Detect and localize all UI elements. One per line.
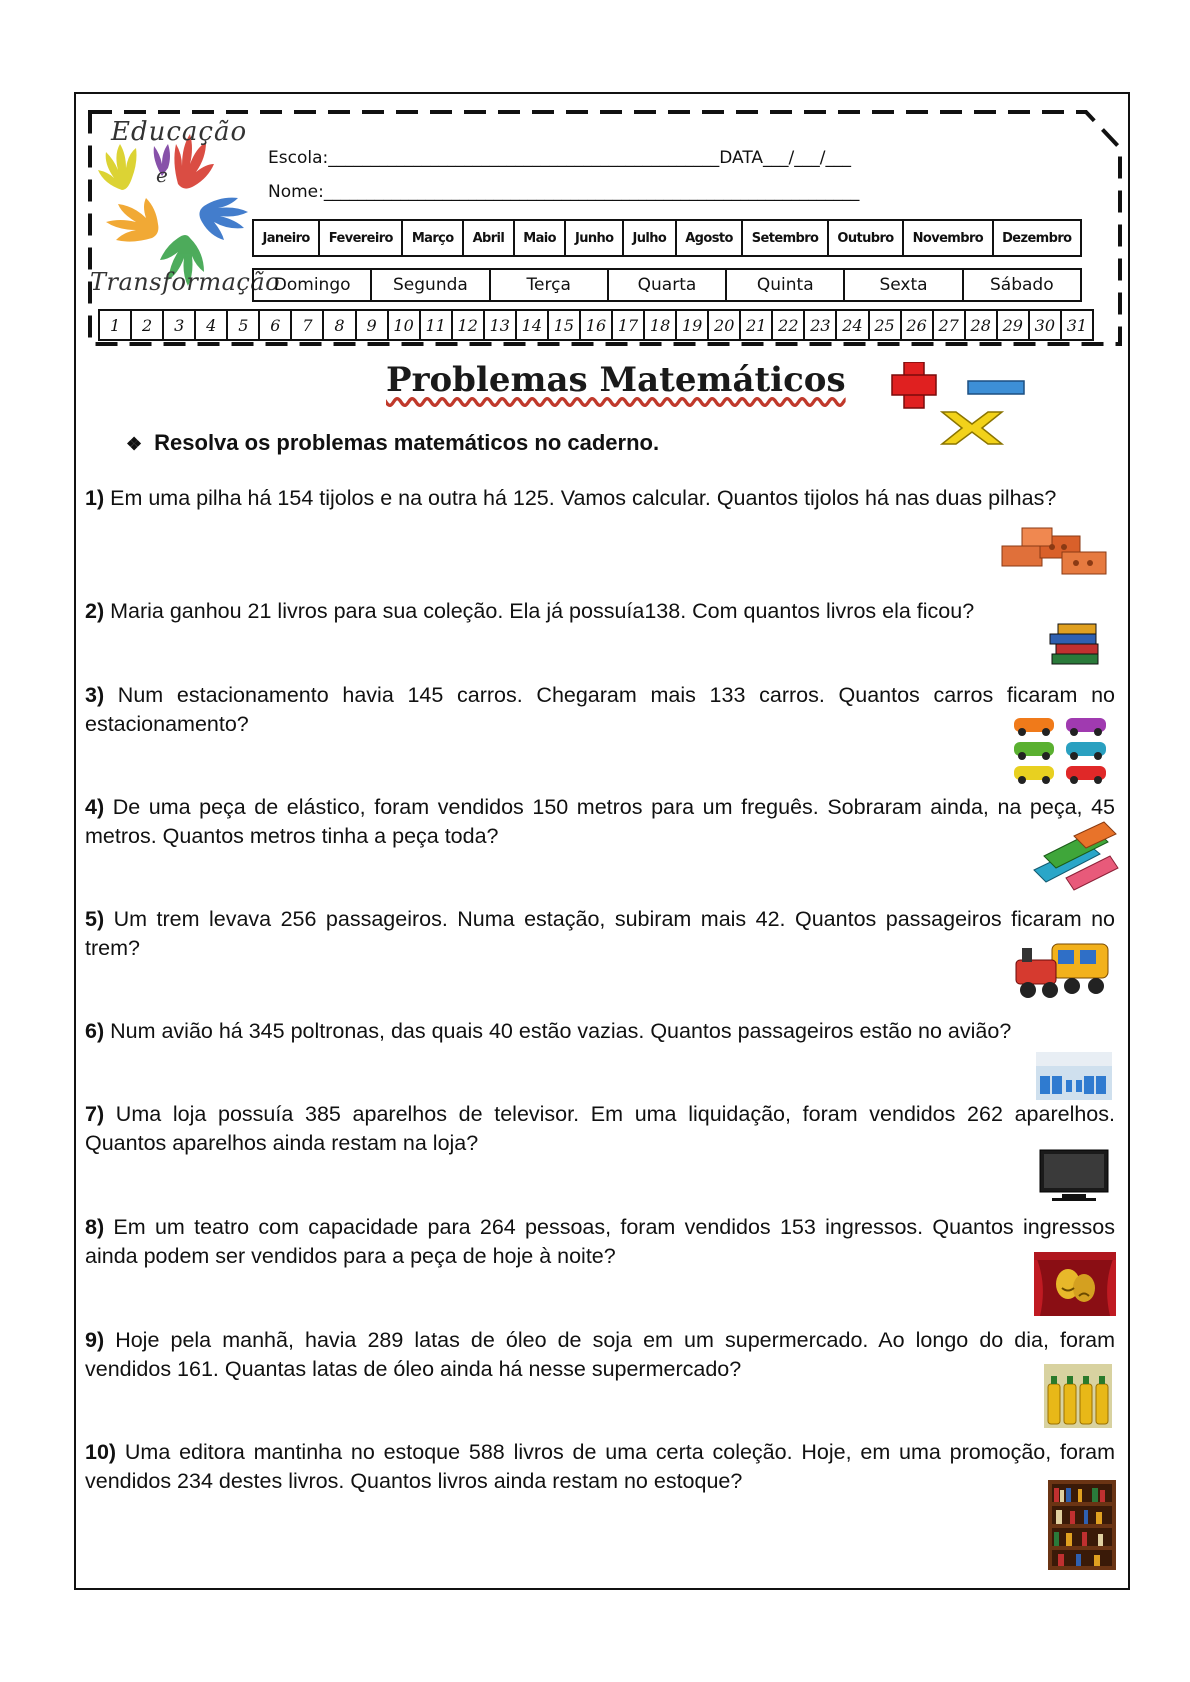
theater-masks-image: [1034, 1252, 1116, 1316]
day-cell[interactable]: 24: [837, 311, 869, 339]
day-cell[interactable]: 31: [1066, 315, 1088, 335]
problem-8: [85, 1213, 1115, 1271]
month-cell[interactable]: Novembro: [904, 221, 993, 255]
weekday-cell[interactable]: Quinta: [727, 270, 845, 300]
books-stack-image: [1048, 622, 1104, 668]
month-cell[interactable]: Maio: [515, 221, 567, 255]
problem-2: [85, 597, 1115, 626]
problem-text: Num estacionamento havia 145 carros. Chegaram mais 133 carros. Quantos carros ficaram no estacionamento?: [85, 683, 1115, 736]
weekday-cell[interactable]: Quarta: [609, 270, 727, 300]
problem-4: [85, 793, 1115, 851]
month-cell[interactable]: Dezembro: [1002, 230, 1072, 246]
problem-text: Num avião há 345 poltronas, das quais 40 estão vazias. Quantos passageiros estão no avião?: [104, 1019, 1012, 1043]
day-cell[interactable]: 17: [613, 311, 645, 339]
day-cell[interactable]: 8: [324, 311, 356, 339]
day-cell[interactable]: 10: [389, 311, 421, 339]
problem-number: 10): [85, 1440, 117, 1464]
plus-icon: [892, 362, 936, 408]
day-cell[interactable]: 3: [164, 311, 196, 339]
toy-train-image: [1012, 936, 1112, 1000]
logo-bottom-text: Transformação: [90, 268, 281, 296]
problem-1: [85, 484, 1115, 513]
month-cell[interactable]: Março: [403, 221, 464, 255]
weekday-cell[interactable]: Segunda: [372, 270, 490, 300]
weekday-cell[interactable]: Sexta: [845, 270, 963, 300]
day-cell[interactable]: 30: [1030, 311, 1062, 339]
problem-text: De uma peça de elástico, foram vendidos 150 metros para um freguês. Sobraram ainda, na peça, 45 metros. Quantos metros tinha a peça toda?: [85, 795, 1115, 848]
minus-icon: [968, 381, 1024, 394]
logo-top-text: Educação: [111, 117, 248, 147]
problem-text: Hoje pela manhã, havia 289 latas de óleo de soja em um supermercado. Ao longo do dia, foram vendidos 161. Quantas latas de óleo ainda há nesse supermercado?: [85, 1328, 1115, 1381]
name-field[interactable]: Nome:_______________________________________________________________: [268, 182, 860, 202]
logo-middle-text: e: [156, 163, 168, 187]
problem-text: Em uma pilha há 154 tijolos e na outra há 125. Vamos calcular. Quantos tijolos há nas duas pilhas?: [104, 486, 1057, 510]
bookshelf-image: [1048, 1480, 1116, 1570]
airplane-seats-image: [1036, 1052, 1112, 1100]
day-cell[interactable]: 22: [773, 311, 805, 339]
problem-number: 5): [85, 907, 105, 931]
instruction-text: Resolva os problemas matemáticos no caderno.: [154, 430, 660, 455]
day-cell[interactable]: 21: [741, 311, 773, 339]
day-cell[interactable]: 27: [934, 311, 966, 339]
month-cell[interactable]: Setembro: [743, 221, 829, 255]
day-cell[interactable]: 7: [292, 311, 324, 339]
problem-text: Uma editora mantinha no estoque 588 livros de uma certa coleção. Hoje, em uma promoção, foram vendidos 234 destes livros. Quantos livros ainda restam no estoque?: [85, 1440, 1115, 1493]
math-symbols-image: [880, 362, 1030, 452]
day-cell[interactable]: 15: [549, 311, 581, 339]
day-cell[interactable]: 26: [902, 311, 934, 339]
problem-number: 3): [85, 683, 105, 707]
weekdays-row: [252, 268, 1082, 302]
problem-5: [85, 905, 1115, 963]
problem-7: [85, 1100, 1115, 1158]
day-cell[interactable]: 12: [453, 311, 485, 339]
problem-number: 2): [85, 599, 105, 623]
weekday-cell[interactable]: Terça: [491, 270, 609, 300]
problem-text: Uma loja possuía 385 aparelhos de televisor. Em uma liquidação, foram vendidos 262 aparelhos. Quantos aparelhos ainda restam na loja?: [85, 1102, 1115, 1155]
problem-number: 6): [85, 1019, 105, 1043]
day-cell[interactable]: 11: [421, 311, 453, 339]
day-cell[interactable]: 29: [998, 311, 1030, 339]
month-cell[interactable]: Julho: [624, 221, 677, 255]
oil-bottles-image: [1044, 1364, 1112, 1428]
day-cell[interactable]: 16: [581, 311, 613, 339]
month-cell[interactable]: Janeiro: [254, 221, 320, 255]
day-cell[interactable]: 25: [870, 311, 902, 339]
month-cell[interactable]: Outubro: [829, 221, 904, 255]
problem-10: [85, 1438, 1115, 1496]
problem-text: Em um teatro com capacidade para 264 pessoas, foram vendidos 153 ingressos. Quantos ingressos ainda podem ser vendidos para a peça de hoje à noite?: [85, 1215, 1115, 1268]
month-cell[interactable]: Abril: [464, 221, 515, 255]
day-cell[interactable]: 1: [100, 311, 132, 339]
day-cell[interactable]: 6: [260, 311, 292, 339]
months-row: [252, 219, 1082, 257]
problem-text: Maria ganhou 21 livros para sua coleção. Ela já possuía138. Com quantos livros ela ficou?: [104, 599, 975, 623]
day-cell[interactable]: 28: [966, 311, 998, 339]
problem-3: [85, 681, 1115, 739]
problem-number: 8): [85, 1215, 105, 1239]
day-cell[interactable]: 5: [228, 311, 260, 339]
bricks-image: [992, 516, 1112, 580]
problem-number: 1): [85, 486, 105, 510]
problem-text: Um trem levava 256 passageiros. Numa estação, subiram mais 42. Quantos passageiros ficaram no trem?: [85, 907, 1115, 960]
days-row: [98, 309, 1094, 341]
day-cell[interactable]: 9: [357, 311, 389, 339]
day-cell[interactable]: 20: [709, 311, 741, 339]
weekday-cell[interactable]: Domingo: [254, 270, 372, 300]
month-cell[interactable]: Fevereiro: [320, 221, 403, 255]
page-title: Problemas Matemáticos: [386, 360, 846, 400]
cars-image: [1008, 712, 1112, 784]
month-cell[interactable]: Junho: [566, 221, 624, 255]
day-cell[interactable]: 13: [485, 311, 517, 339]
instruction: [126, 430, 659, 456]
problem-number: 9): [85, 1328, 105, 1352]
day-cell[interactable]: 4: [196, 311, 228, 339]
day-cell[interactable]: 23: [805, 311, 837, 339]
weekday-cell[interactable]: Sábado: [990, 275, 1054, 295]
television-image: [1038, 1148, 1110, 1204]
diamond-bullet-icon: ❖: [126, 434, 143, 454]
day-cell[interactable]: 2: [132, 311, 164, 339]
times-icon: [942, 412, 1002, 444]
problem-9: [85, 1326, 1115, 1384]
month-cell[interactable]: Agosto: [677, 221, 744, 255]
elastic-erasers-image: [1030, 820, 1120, 896]
problem-number: 4): [85, 795, 105, 819]
problem-6: [85, 1017, 1115, 1046]
day-cell[interactable]: 14: [517, 311, 549, 339]
day-cell[interactable]: 19: [677, 311, 709, 339]
day-cell[interactable]: 18: [645, 311, 677, 339]
school-date-field[interactable]: Escola:______________________________________________DATA___/___/___: [268, 148, 851, 168]
problem-number: 7): [85, 1102, 105, 1126]
